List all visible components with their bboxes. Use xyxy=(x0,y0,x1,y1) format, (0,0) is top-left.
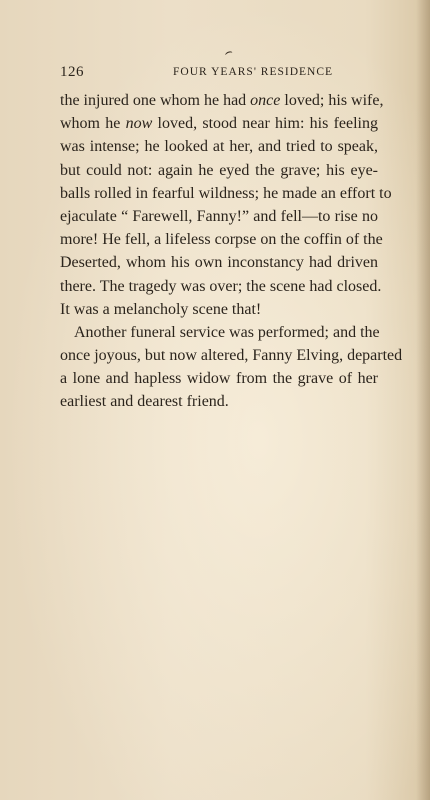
text-line xyxy=(60,159,378,182)
text-line xyxy=(60,228,383,251)
text-run: whom he xyxy=(60,115,126,133)
text-run: a lone and hapless widow from the grave of her xyxy=(60,370,378,388)
text-line xyxy=(60,344,403,367)
text-line xyxy=(60,182,392,205)
running-head xyxy=(60,64,378,84)
text-line xyxy=(60,321,378,344)
italic-word: now xyxy=(125,115,153,133)
text-run: more! He fell, a lifeless corpse on the coffin of the xyxy=(60,231,383,249)
text-run: once joyous, but now altered, Fanny Elving, departed xyxy=(60,347,403,365)
text-line xyxy=(60,112,378,135)
text-run: earliest and dearest friend. xyxy=(60,393,229,411)
text-line xyxy=(60,205,378,228)
text-line xyxy=(60,275,382,298)
text-line xyxy=(60,89,384,112)
show-through-text xyxy=(60,390,378,770)
text-line xyxy=(60,367,378,390)
body-text xyxy=(60,89,403,414)
text-run: there. The tragedy was over; the scene had closed. xyxy=(60,277,382,295)
text-line xyxy=(60,135,378,158)
running-head-title: FOUR YEARS' RESIDENCE xyxy=(173,66,334,78)
page-number: 126 xyxy=(60,64,84,80)
text-run: but could not: again he eyed the grave; his eye- xyxy=(60,161,378,179)
text-run: loved; his wife, xyxy=(280,92,384,109)
text-run: Another funeral service was performed; and the xyxy=(74,323,380,341)
text-line xyxy=(60,298,378,321)
text-run: balls rolled in fearful wildness; he made an effort to xyxy=(60,184,392,202)
italic-word: once xyxy=(250,92,281,109)
ink-smudge: ⌢ xyxy=(221,43,235,61)
text-run: ejaculate “ Farewell, Fanny!” and fell—to rise no xyxy=(60,207,378,225)
text-run: the injured one whom he had xyxy=(60,92,251,109)
text-run: Deserted, whom his own inconstancy had driven xyxy=(60,254,378,272)
text-run: was intense; he looked at her, and tried to speak, xyxy=(60,138,378,156)
text-line xyxy=(60,251,378,274)
text-run: It was a melancholy scene that! xyxy=(60,300,262,318)
text-run: loved, stood near him: his feeling xyxy=(152,115,378,133)
page-gutter-shadow xyxy=(416,0,430,800)
paragraph xyxy=(60,89,392,321)
